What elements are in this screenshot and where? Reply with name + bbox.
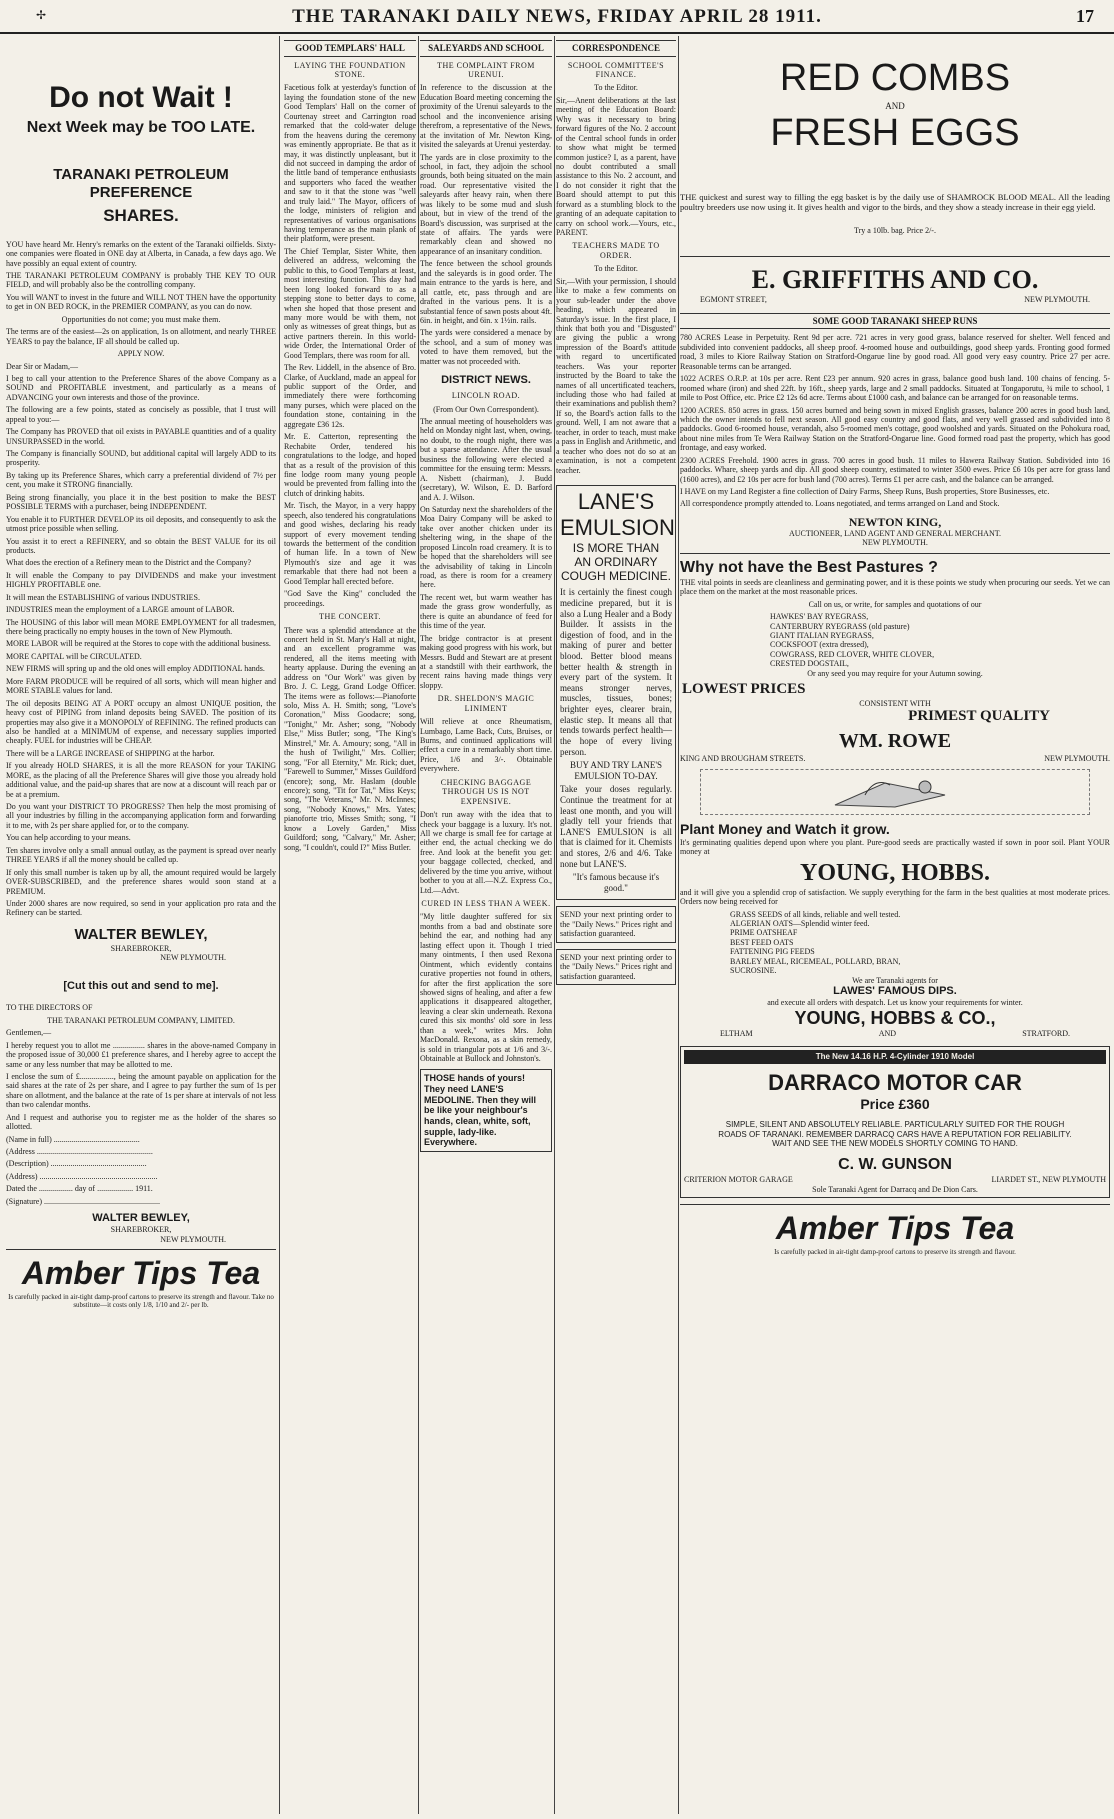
plant-money-text: It's germinating qualities depend upon where you plant. Pure-good seeds are practically wasted if sown in poor soil. Plant YOUR money at — [680, 837, 1110, 856]
article-paragraph: In reference to the discussion at the Education Board meeting concerning the proximity of the Urenui saleyards to the school and the inconvenience arising therefrom, a representative of the News, at the invitation of Mr. Newton King, visited the saleyards at Urenui yesterday. — [420, 83, 552, 150]
feed-item: BARLEY MEAL, RICEMEAL, POLLARD, BRAN, — [730, 956, 901, 966]
article-paragraph: Mr. E. Catterton, representing the Rechabite Order, tendered his congratulations to the lodge, and hoped that as a result of the provision of this fine lodge room many young people would be prevented from falling into the clutch of drinking habits. — [284, 432, 416, 498]
article-paragraph: Mr. Tisch, the Mayor, in a very happy speech, also tendered his congratulations and good wishes, declaring his ready support of every movement tending towards the betterment of the condition of human life. In a town of New Plymouth's size and age it was remarkable that there had not been a Good Templar hall erected before. — [284, 501, 416, 586]
amber-tips-tea-text: Is carefully packed in air-tight damp-proof cartons to preserve its strength and flavour. — [774, 1247, 1016, 1256]
column-divider — [279, 36, 280, 1814]
farm-text: More FARM PRODUCE will be required of all sorts, which will mean higher and MORE STABLE values for land. — [6, 676, 276, 696]
concert-paragraph: There was a splendid attendance at the concert held in St. Mary's Hall at night, and an excellent programme was rendered, all the items meeting with hearty applause. During the evening an address on "Our Work" was given by Bro. J. C. Legg, Grand Lodge Officer. The items were as follows:—Pianoforte solo, Miss A. H. Smith; song, "Love's Coronation," Miss Goodacre; song, "Tonight," Mr. Asher; song, "Nobody Else," Miss Butler; song, "The King's Minstrel," Mr. A. Amoury; song, "All in the hush of Twilight," Mrs. Collier; song, "For all Eternity," Mr. Rick; duet, "Farewell to Summer," Misses Guildford (encore); song, Mr. Haslam (double encore); song, "Tit for Tat," Miss Keys; song, "The Veterans," Mr. N. McInnes; song, "Nobody Knows," Mrs. Yates; pianoforte trio, Misses Smith; song, "I know a Lovely Garden," Miss Guildford; song, "Calvary," Mr. Asher; song, "I couldn't, could I?" Miss Butler. — [284, 625, 416, 852]
young-hobbs-co: YOUNG, HOBBS & CO., — [794, 1007, 996, 1028]
form-gentlemen: Gentlemen,— — [6, 1028, 52, 1038]
listing-780: 780 ACRES Lease in Perpetuity. Rent 9d per acre. 721 acres in very good grass, balance reserved for shelter. Well fenced and subdivided into convenient paddocks, all sheep proof. 4-roomed house and outbuildings, good sheep yards. Fronting good formed road, 3 miles to Kiore Railway Station on Stratford-Ongarue line by good road. All good very easy country. Price 27 per acre. Reasonable terms can be arranged. — [680, 333, 1110, 371]
article-paragraph: The bridge contractor is at present making good progress with his work, but Messrs. Budd and Stewart are at present at a standstill with their earthwork, the recent rains having made things very sloppy. — [420, 633, 552, 690]
article-heading: GOOD TEMPLARS' HALL — [284, 40, 416, 57]
develop-text: You enable it to FURTHER DEVELOP its oil deposits, and consequently to ask the utmost price possible when selling. — [6, 514, 276, 534]
article-paragraph: On Saturday next the shareholders of the Moa Dairy Company will be asked to take over another chicken under its sheltering wing, in the shape of the proposed Lincoln road creamery. It is to be hoped that the shareholders will see the advisability of taking in Lincoln road, as there is room for a creamery here. — [420, 504, 552, 590]
form-signature-field: (Signature) .......................................................... — [6, 1196, 160, 1206]
correspondence-heading: CORRESPONDENCE — [556, 40, 676, 57]
correspondence-column — [556, 36, 676, 1814]
baggage-heading: CHECKING BAGGAGE THROUGH US IS NOT EXPENSIVE. — [440, 777, 532, 806]
sheep-runs-heading: SOME GOOD TARANAKI SHEEP RUNS — [680, 313, 1110, 330]
oversubscribed-text: If only this small number is taken up by all, the amount required would be largely OVER-SUBSCRIBED, and the preference shares would soon stand at a PREMIUM. — [6, 867, 276, 896]
means-text: You can help according to your means. — [6, 833, 131, 843]
seed-item: COWGRASS, RED CLOVER, WHITE CLOVER, — [770, 649, 935, 659]
liniment-paragraph: Will relieve at once Rheumatism, Lumbago, Lame Back, Cuts, Bruises, or Burns, and continued applications will effect a cure in a remarkably short time. Price, 1/6 and 3/-. Obtainable everywhere. — [420, 717, 552, 774]
feed-item: SUCROSINE. — [730, 966, 777, 976]
article-paragraph: The Rev. Liddell, in the absence of Bro. Clarke, of Auckland, made an appeal for public support of the Order, and immediately there were forthcoming many purses, which were placed on the foundation stone, containing in the aggregate £36 12s. — [284, 363, 416, 429]
housing-text: The HOUSING of this labor will mean MORE EMPLOYMENT for all tradesmen, there being practically no empty houses in the town of New Plymouth. — [6, 617, 276, 636]
orders-text: and execute all orders with despatch. Let us know your requirements for winter. — [767, 998, 1023, 1008]
signer-title: SHAREBROKER, — [110, 943, 172, 953]
form-address2-field: (Address) ........................................................... — [6, 1171, 158, 1181]
money-plant-illustration — [700, 769, 1090, 815]
pastures-call: Call on us, or write, for samples and quotations of our — [808, 599, 982, 609]
wm-rowe: WM. ROWE — [838, 729, 952, 752]
article-paragraph: The fence between the school grounds and the saleyards is in good order. The main entrance to the yards is here, and all cattle, etc, pass through and are drafted in the various pens. It is a substantial fence of sawn posts about 4ft. 6in. in height, and 6in. x 1½in. rails. — [420, 259, 552, 325]
concert-heading: THE CONCERT. — [319, 612, 381, 622]
lanes-slogan: "It's famous because it's good." — [572, 872, 660, 893]
seed-item: COCKSFOOT (extra dressed), — [770, 640, 869, 650]
proved-text: The Company has PROVED that oil exists in PAYABLE quantities and of a quality UNSURPASSED in the world. — [6, 427, 276, 446]
correspondence-text: All correspondence promptly attended to. Loans negotiated, and terms arranged on Land and Stock. — [680, 499, 1000, 509]
form-address-field: (Address .......................................................... — [6, 1147, 153, 1157]
printing-order-ad: SEND your next printing order to the "Daily News." Prices right and satisfaction guaranteed. — [556, 906, 676, 942]
listing-1022: 1022 ACRES O.R.P. at 10s per acre. Rent £23 per annum. 920 acres in grass, balance good bush land. 100 chains of fencing. 5-roomed whare (iron) and shed 22ft. by 16ft., sheep yards, large and 2 small paddocks. Situated at Tongaporutu, ¾ mile to school, 1 mile to Post Office, etc. Price £2 12s 6d acre. Terms about £1000 cash, and balance can be arranged for on reasonable terms. — [680, 374, 1110, 403]
shares-heading: SHARES. — [103, 205, 179, 225]
terms-text: The terms are of the easiest—2s on application, 1s on allotment, and nearly THREE YEARS to pay the balance, IF all should be called up. — [6, 327, 276, 346]
criterion-garage: CRITERION MOTOR GARAGE — [684, 1175, 793, 1185]
pastures-text: THE vital points in seeds are cleanliness and germinating power, and it is these points we study when procuring our seeds. Yet we can place them on the market at the most reasonable prices. — [680, 577, 1110, 597]
medoline-advertisement: THOSE hands of yours! They need LANE'S MEDOLINE. Then they will be like your neighbour's hands, clean, white, soft, supple, lady-like. Everywhere. — [420, 1069, 552, 1151]
petroleum-advertisement — [6, 36, 276, 1814]
gunson-heading: C. W. GUNSON — [838, 1156, 952, 1174]
dividend-text: By taking up its Preference Shares, which carry a preferential dividend of 7½ per cent, you make it STRONG financially. — [6, 470, 276, 490]
headline-next-week: Next Week may be TOO LATE. — [26, 119, 256, 137]
article-subheading: THE COMPLAINT FROM URENUI. — [437, 60, 535, 80]
feed-item: ALGERIAN OATS—Splendid winter feed. — [730, 919, 870, 929]
plant-money-heading: Plant Money and Watch it grow. — [680, 821, 890, 838]
primest-quality: PRIMEST QUALITY — [908, 708, 1050, 725]
labour-text: INDUSTRIES mean the employment of a LARGE amount of LABOR. — [6, 605, 235, 615]
lanes-body: It is certainly the finest cough medicine prepared, but it is also a Lung Healer and a Body Builder. It assists in the digestion of food, and in the making of purer and better blood. Better blood means better health & strength in every part of the system. It means stronger nerves, muscles, tissues, bones; brighter eyes, clearer brain, elastic step. It means all that tends towards perfect health—the hope of every living person. — [560, 587, 672, 757]
page-number: 17 — [1076, 6, 1094, 26]
advertisements-column — [680, 36, 1110, 1814]
stratford: STRATFORD. — [1022, 1028, 1070, 1038]
cured-heading: CURED IN LESS THAN A WEEK. — [421, 899, 551, 909]
lanes-tagline: IS MORE THAN — [572, 540, 660, 555]
amber-tips-tea-logo: Amber Tips Tea — [21, 1255, 261, 1292]
feed-item: BEST FEED OATS — [730, 937, 794, 947]
progress-text: Do you want your DISTRICT TO PROGRESS? Then help the most promising of all your industries by filling in the accompanying application form and forwarding it to me, with 2s per share applied for, or to the company. — [6, 802, 276, 830]
fresh-eggs-headline: FRESH EGGS — [770, 112, 1020, 155]
plant-icon — [825, 775, 965, 809]
under-text: Under 2000 shares are now required, so send in your application pro rata and the Refinery can be started. — [6, 898, 276, 918]
industries-text: It will mean the ESTABLISHING of various INDUSTRIES. — [6, 592, 201, 602]
emulsion-title: EMULSION — [560, 514, 675, 540]
newton-king: NEWTON KING, — [848, 514, 942, 529]
correspondent-note: (From Our Own Correspondent). — [433, 404, 539, 414]
lanes-tagline: COUGH MEDICINE. — [560, 569, 671, 584]
eltham: ELTHAM — [720, 1028, 753, 1038]
port-text: The oil deposits BEING AT A PORT occupy an almost UNIQUE position, the heavy cost of PIPING from inland deposits being SAVED. The position of its properties may also give it a MONOPOLY of REFINING. The refined products can also be handled at a MINIMUM of expense, and necessary supplies imported cheaply. FUEL for industries will be CHEAP. — [6, 698, 276, 746]
pastures-heading: Why not have the Best Pastures ? — [680, 558, 938, 576]
shipping-text: There will be a LARGE INCREASE of SHIPPING at the harbor. — [6, 748, 215, 758]
darraco-heading: DARRACO MOTOR CAR — [768, 1069, 1022, 1095]
letter-heading: SCHOOL COMMITTEE'S FINANCE. — [567, 60, 665, 80]
seed-note: Or any seed you may require for your Autumn sowing. — [807, 668, 983, 678]
form-to: TO THE DIRECTORS OF — [6, 1003, 93, 1013]
darraco-price: Price £360 — [860, 1095, 930, 1112]
rowe-address: KING AND BROUGHAM STREETS. — [680, 753, 806, 763]
article-paragraph: The recent wet, but warm weather has made the grass grow wonderfully, as there is quite an abundance of feed for this time of the year. — [420, 592, 552, 631]
district-news-heading: DISTRICT NEWS. — [441, 374, 531, 387]
seed-item: GIANT ITALIAN RYEGRASS, — [770, 630, 874, 640]
lanes-title: LANE'S — [577, 488, 655, 514]
sole-agent: Sole Taranaki Agent for Darracq and De Dion Cars. — [812, 1184, 978, 1194]
to-editor: To the Editor. — [594, 83, 638, 93]
following-text: The following are a few points, stated as concisely as possible, that I trust will appeal to you:— — [6, 405, 276, 424]
lawes-dips: LAWES' FAMOUS DIPS. — [833, 985, 957, 998]
article-paragraph: The yards are in close proximity to the school, in fact, they adjoin the school grounds, both being situated on the main road. Our representative visited the saleyards after heavy rain, when there was likely to be some mud and slush about, but in view of the trend of the Board's discussion, was surprised at the state of affairs. The yards were remarkably clean and showed no appearance of an insanitary condition. — [420, 152, 552, 256]
darraco-model: The New 14.16 H.P. 4-Cylinder 1910 Model — [684, 1050, 1106, 1063]
seed-item: CANTERBURY RYEGRASS (old pasture) — [770, 621, 910, 631]
agents-text: We are Taranaki agents for — [852, 975, 938, 985]
column-divider — [554, 36, 555, 1814]
amber-tips-tea-logo: Amber Tips Tea — [775, 1210, 1015, 1247]
feed-item: PRIME OATSHEAF — [730, 928, 798, 938]
shamrock-try: Try a 10lb. bag. Price 2/-. — [854, 226, 936, 236]
lowest-prices: LOWEST PRICES — [682, 681, 806, 698]
newspaper-title: THE TARANAKI DAILY NEWS, FRIDAY APRIL 28 1911. — [292, 6, 822, 27]
erection-text: What does the erection of a Refinery mean to the District and the Company? — [6, 558, 252, 568]
listing-1200: 1200 ACRES. 850 acres in grass. 150 acres burned and being sown in mixed English grasses, balance 200 acres in good bush land, which the owner intends to fell next season. All good easy country and good flats, and very well grassed and subdivided into 8 paddocks. Good 6-roomed house, verandah, also 5-roomed men's cottage, good woolshed and yards. Situated on the Pohokura road, about nine miles from Te Wera Railway Station on the Stratford-Ongarue line. Good formed road past the property, which has good frontage, and easy worked. — [680, 405, 1110, 453]
salutation: Dear Sir or Madam,— — [6, 361, 78, 371]
rowe-town: NEW PLYMOUTH. — [1044, 753, 1110, 763]
intro-text: YOU have heard Mr. Henry's remarks on the extent of the Taranaki oilfields. Sixty-one companies were floated in ONE day at Alberta, in Canada, a few days ago. We have possibly an equal extent of country. — [6, 239, 276, 268]
masthead — [0, 0, 1114, 34]
young-hobbs-text: and it will give you a splendid crop of satisfaction. We supply everything for the farm in the best qualities at most moderate prices. Orders now being received for — [680, 887, 1110, 907]
amber-tips-tea-text: Is carefully packed in air-tight damp-proof cartons to preserve its strength and flavour. Take no substitute—it costs only 1/8, 1/10 and 2/- per lb. — [8, 1292, 274, 1310]
signer-title-2: SHAREBROKER, — [110, 1225, 172, 1235]
signer-town: NEW PLYMOUTH. — [160, 952, 226, 962]
signer-name-2: WALTER BEWLEY, — [92, 1212, 190, 1225]
article-paragraph: The yards were considered a menace by the school, and a sum of money was voted to have them removed, but the matter was not proceeded with. — [420, 328, 552, 366]
opportunities-text: Opportunities do not come; you must make them. — [61, 314, 221, 324]
griffiths-heading: E. GRIFFITHS AND CO. — [751, 264, 1039, 294]
firms-text: NEW FIRMS will spring up and the old ones will employ ADDITIONAL hands. — [6, 664, 265, 674]
liniment-heading: DR. SHELDON'S MAGIC LINIMENT — [437, 694, 535, 713]
baggage-paragraph: Don't run away with the idea that to check your baggage is a luxury. It's not. All we charge is small fee for cartage at either end, the actual checking we do free. And look at the benefit you get: your baggage collected, checked, and delivered by the time you arrive, without bother to you at all.—N.Z. Express Co., Ltd.—Advt. — [420, 810, 552, 895]
cured-paragraph: "My little daughter suffered for six months from a bad and obstinate sore behind the ear, and nothing had any lasting effect upon it. Though I tried many ointments, I then used Rexona Ointment, which evidently contains curative properties not found in others, for after the first application the sore showed signs of healing, and after a few applications it disappeared altogether, leaving a clear skin underneath. Rexona cured this six months' old sore in less than a week," writes Mrs. John MacDonald. Rexona, as a skin remedy, is sold in triangular pots at 1/6 and 3/-. Obtainable at Bullock and Johnston's. — [420, 912, 552, 1064]
letter-heading: TEACHERS MADE TO ORDER. — [572, 241, 660, 260]
shamrock-text: THE quickest and surest way to filling the egg basket is by the daily use of SHAMROCK BLOOD MEAL. All the leading poultry breeders use now using it. It gives health and vigor to the birds, and they show a steady increase in their egg yield. — [680, 192, 1110, 213]
darraco-advertisement — [680, 1046, 1110, 1198]
form-company: THE TARANAKI PETROLEUM COMPANY, LIMITED. — [47, 1015, 235, 1025]
newton-king-sub: AUCTIONEER, LAND AGENT AND GENERAL MERCHANT. — [788, 529, 1002, 539]
seed-item: CRESTED DOGSTAIL, — [770, 659, 849, 669]
lanes-emulsion-advertisement — [556, 485, 676, 900]
form-description-field: (Description) ................................................ — [6, 1159, 147, 1169]
article-paragraph: The annual meeting of householders was held on Monday night last, when, owing, no doubt, to the rough night, there was but a sparse attendance. After the usual business the following were elected a committee for the ensuing term: Messrs. A. Nisbett (chairman), J. Budd (secretary), W. Wilson, E. D. Barford and A. J. Wilson. — [420, 417, 552, 502]
bedrock-text: You will WANT to invest in the future and WILL NOT THEN have the opportunity to get in ON BED ROCK, in the PREMIER COMPANY, as you can do now. — [6, 292, 276, 312]
newton-king-town: NEW PLYMOUTH. — [862, 538, 928, 548]
feed-item: FATTENING PIG FEEDS — [730, 947, 815, 957]
refinery-text: You assist it to erect a REFINERY, and so obtain the BEST VALUE for its oil products. — [6, 536, 276, 555]
to-editor: To the Editor. — [594, 264, 638, 274]
ornament-icon: ✢ — [36, 8, 47, 22]
lanes-doses: Take your doses regularly. Continue the treatment for at least one month, and you will gladly tell your friends that LANE'S EMULSION is all that is claimed for it. Chemists and stores, 2/6 and 4/6. Take none but LANE'S. — [560, 784, 672, 869]
petroleum-heading: TARANAKI PETROLEUM PREFERENCE — [53, 166, 229, 201]
darraco-text: SIMPLE, SILENT AND ABSOLUTELY RELIABLE. PARTICULARLY SUITED FOR THE ROUGH ROADS OF TARANAKI. REMEMBER DARRACQ CARS HAVE A REPUTATION FOR RELIABILITY. WAIT AND SEE THE NEW MODELS SHORTLY COMING TO HAND. — [718, 1120, 1072, 1148]
form-date-field: Dated the ................. day of .................. 1911. — [6, 1184, 153, 1194]
headline-do-not-wait: Do not Wait ! — [49, 81, 233, 114]
signer-name: WALTER BEWLEY, — [74, 925, 208, 943]
dairy-text: I HAVE on my Land Register a fine collection of Dairy Farms, Sheep Runs, Bush properties, Store Businesses, etc. — [680, 487, 1050, 497]
form-register: And I request and authorise you to register me as the holder of the shares so allotted. — [6, 1112, 276, 1132]
cut-out-notice: [Cut this out and send to me]. — [63, 980, 219, 993]
key-text: THE TARANAKI PETROLEUM COMPANY is probably THE KEY TO OUR FIELD, and will probably also be the controlling company. — [6, 271, 276, 290]
capital-text: MORE CAPITAL will be CIRCULATED. — [6, 651, 142, 661]
column-divider — [418, 36, 419, 1814]
signer-town-2: NEW PLYMOUTH. — [160, 1234, 226, 1244]
form-allot: I hereby request you to allot me ................ shares in the above-named Company in the proposed issue of 30,000 £1 preference shares, and I hereby agree to accept the same or any less number that may be allotted to me. — [6, 1040, 276, 1069]
and-word: AND — [878, 1028, 897, 1038]
lanes-tagline: AN ORDINARY — [574, 555, 658, 570]
griffiths-town: NEW PLYMOUTH. — [1024, 295, 1090, 305]
lincoln-road-heading: LINCOLN ROAD. — [451, 391, 521, 401]
saleyards-article — [420, 36, 552, 1814]
red-combs-headline: RED COMBS — [779, 57, 1011, 99]
dividends-text: It will enable the Company to pay DIVIDENDS and make your investment HIGHLY PROFITABLE one. — [6, 570, 276, 590]
good-templars-article — [284, 36, 416, 1814]
article-paragraph: "God Save the King" concluded the proceedings. — [284, 589, 416, 608]
article-heading: SALEYARDS AND SCHOOL — [420, 40, 552, 57]
printing-order-ad: SEND your next printing order to the "Daily News." Prices right and satisfaction guaranteed. — [556, 949, 676, 985]
article-paragraph: The Chief Templar, Sister White, then delivered an address, welcoming the public to this, to Good Templars at least, most interesting function. This day had been long looked forward to as a stepping stone to better days to come, when she hoped that those present and many more would be with them, not only as witnesses of great things, but as active partners therein. In this world-wide Order, the International Order of Good Templars, there was room for all. — [284, 246, 416, 360]
griffiths-street: EGMONT STREET, — [700, 295, 767, 305]
column-divider — [678, 36, 679, 1814]
listing-2300: 2300 ACRES Freehold. 1900 acres in grass. 700 acres in good bush. 11 miles to Hawera Railway Station. Subdivided into 16 paddocks. Whare, sheep yards and dip. All good sheep country, estimated to winter 3500 ewes. Price £6 10s per acre for grass land (1600 acres), and £2 10s per acre for bush land (700 acres). Terms £1 per acre cash, and the balance can be arranged. — [680, 455, 1110, 484]
form-enclose: I enclose the sum of £................., being the amount payable on application for the said shares at the rate of 2s per share, and I agree to pay further the sum of 1s per share on allotment, and the balance at the rate of 1s per share at intervals of not less than two calendar months. — [6, 1071, 276, 1110]
sound-text: The Company is financially SOUND, but additional capital will largely ADD to its prosperity. — [6, 449, 276, 468]
article-subheading: LAYING THE FOUNDATION STONE. — [294, 60, 406, 80]
position-text: Being strong financially, you place it in the best position to make the BEST POSSIBLE TERMS with a purchaser, being INDEPENDENT. — [6, 492, 276, 512]
hold-text: If you already HOLD SHARES, it is all the more REASON for your TAKING MORE, as the placing of all the Preference Shares will give those you already hold additional value, and the paid-up shares that are now at a discount will reach par or be at a premium. — [6, 761, 276, 799]
feed-item: GRASS SEEDS of all kinds, reliable and well tested. — [730, 909, 901, 919]
attention-text: I beg to call your attention to the Preference Shares of the above Company as a SOUND and PROFITABLE investment, and particularly as a means of ADVANCING your own interests and those of the province. — [6, 373, 276, 402]
and-word: AND — [885, 100, 905, 111]
ten-shares-text: Ten shares involve only a small annual outlay, as the payment is spread over nearly THREE YEARS if all the money should be called up. — [6, 845, 276, 865]
article-paragraph: Facetious folk at yesterday's function of laying the foundation stone of the new Good Templars' Hall on the corner of Courtenay street and Carrington road remarked that the cold-water deluge from the heavens during the ceremony was eminently appropriate. Be that as it may, it was distinctly unpleasant, but it did not succeed in damping the ardor of the little band of temperance enthusiasts and supporters who faced the weather and saw to it that the stone was "well and truly laid." The Mayor, officers of the lodge, ministers of religion and representatives of various organisations having temperance as the main plank of their platform, were present. — [284, 83, 416, 244]
labor-stores-text: MORE LABOR will be required at the Stores to cope with the additional business. — [6, 639, 271, 649]
form-name-field: (Name in full) ........................................... — [6, 1134, 140, 1144]
apply-now: APPLY NOW. — [117, 349, 165, 359]
lanes-buy: BUY AND TRY LANE'S EMULSION TO-DAY. — [569, 760, 663, 781]
letter-paragraph: Sir,—With your permission, I should like to make a few comments on your sub-leader under the above heading, which appeared in Saturday's issue. In the first place, I think that both you and "Disgusted" are giving the public a wrong impression of the Board's attitude with regard to uncertificated teachers. Was your reporter instructed by the Board to take the names of all uncertificated teachers, including those who had failed at their examinations and publish them? If so, the Board's action falls to the ground. Well, I am not aware that a teacher, in order to teach, must make a pass in English and Arithmetic, and a teacher who does not do so at an examination, is not a competent teacher. — [556, 276, 676, 475]
consistent-with: CONSISTENT WITH — [859, 698, 931, 708]
letter-paragraph: Sir,—Anent deliberations at the last meeting of the Education Board: Why was it necessary to bring forward figures of the No. 2 account of the Central school funds in order to show what might be termed common justice? I, as a parent, have no doubt contributed a small assistance to this No. 2 account, and I do not consider it right that the Board should attempt to put this forward as a stumbling block to the granting of an adequate capitation to carry on school work.—Yours, etc., PARENT. — [556, 95, 676, 238]
seed-item: HAWKES' BAY RYEGRASS, — [770, 612, 869, 622]
young-hobbs-heading: YOUNG, HOBBS. — [799, 860, 991, 887]
criterion-street: LIARDET ST., NEW PLYMOUTH — [991, 1175, 1106, 1185]
